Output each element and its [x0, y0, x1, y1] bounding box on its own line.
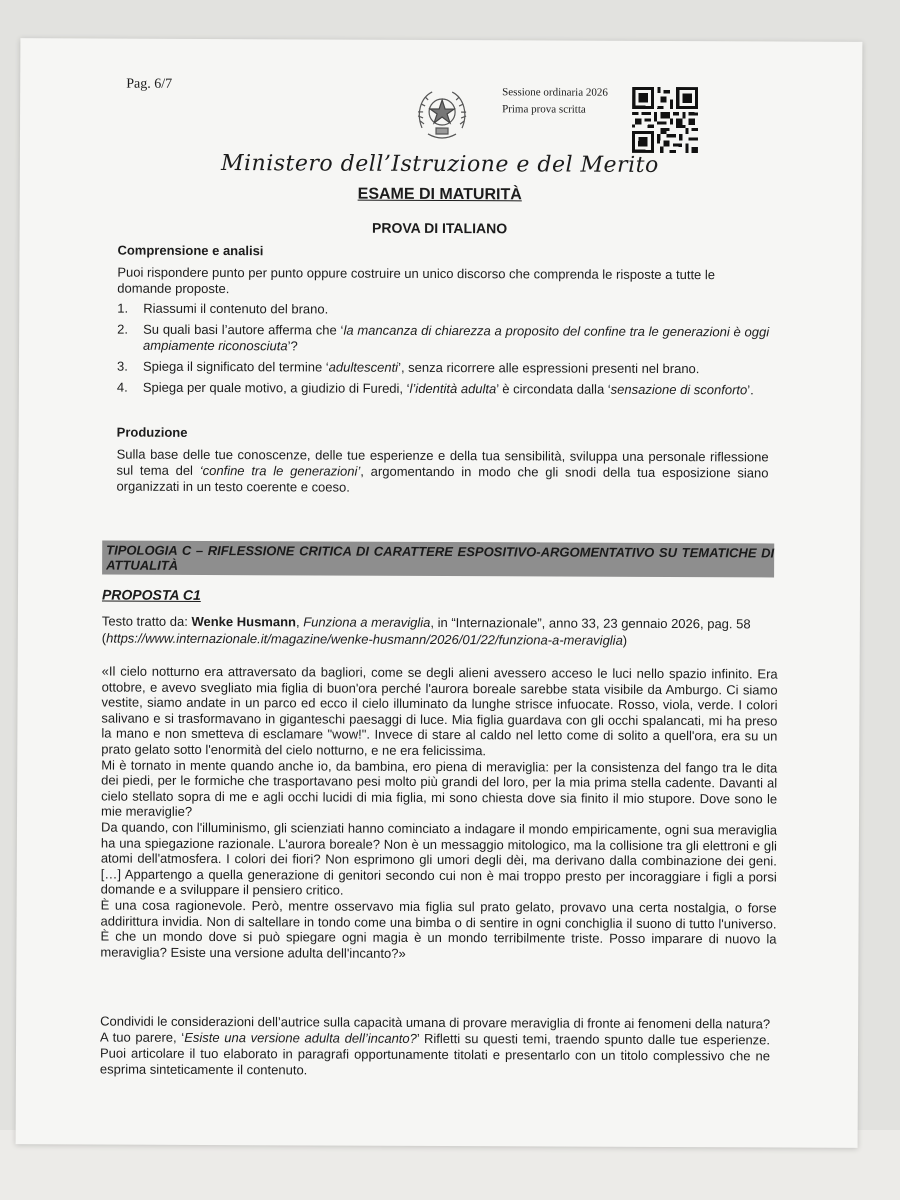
question-quote-2: sensazione di sconforto	[610, 381, 748, 398]
page-number: Pag. 6/7	[126, 76, 173, 92]
proposta-title: PROPOSTA C1	[101, 586, 201, 603]
production-quote: ‘confine tra le generazioni’	[199, 462, 361, 479]
question-text-end: ’?	[287, 338, 298, 354]
list-item	[117, 359, 769, 378]
comprehension-heading: Comprensione e analisi	[117, 242, 264, 259]
question-text: Spiega il significato del termine ‘	[142, 358, 329, 375]
quoted-passage	[100, 664, 777, 963]
source-end: )	[622, 632, 628, 648]
question-text: Riassumi il contenuto del brano.	[143, 300, 329, 317]
production-text-start: Sulla base delle tue conoscenze, delle tue esperienze e della tua sensibilità, sviluppa una personale riflessione sul tema del	[116, 446, 769, 478]
source-url: https://www.internazionale.it/magazine/wenke-husmann/2026/01/22/funziona-a-meraviglia	[106, 630, 623, 648]
question-number: 2.	[117, 321, 129, 337]
final-prompt-start: Condividi le considerazioni dell’autrice sulla capacità umana di provare meraviglia di fronte ai fenomeni della natura? A tuo parere, ‘	[100, 1013, 771, 1045]
production-text	[116, 447, 768, 498]
question-quote: la mancanza di chiarezza a proposito del confine tra le generazioni è oggi ampiamente riconosciuta	[143, 322, 770, 354]
question-number: 3.	[116, 358, 128, 374]
question-number: 1.	[117, 300, 129, 316]
quote-paragraph: «Il cielo notturno era attraversato da bagliori, come se degli alieni avessero acceso le luci nello spazio infinito. Era ottobre, e avevo svegliato mia figlia di buon'ora perché l'aurora boreale sarebbe stata visibile da Amburgo. Ci siamo vestite, siamo andate in un parco ed ecco il cielo illuminato da lunghe strisce infuocate. Rosso, viola, verde. I colori salivano e si trasformavano in giganteschi paesaggi di luce. Mia figlia guardava con gli occhi spalancati, mi ha preso la mano e non smetteva di esclamare "wow!". Invece di stare al caldo nel letto come di solito a quell'ora, era su un prato gelato sotto l'enormità del cielo notturno, e ne era felicissima.	[101, 663, 778, 759]
source-prefix: Testo tratto da:	[101, 613, 192, 629]
quote-paragraph: Da quando, con l'illuminismo, gli scienziati hanno cominciato a indagare il mondo empiricamente, ogni sua meraviglia ha una spiegazione razionale. L'aurora boreale? Non è un messaggio mitologico, ma la collisione tra gli elettroni e gli atomi dell'atmosfera. I colori dei fiori? Non esprimono gli umori degli dèi, ma derivano dalla combinazione dei geni. […] Appartengo a quella generazione di genitori secondo cui non è mai troppo presto per incoraggiare i figli a porsi domande e a sviluppare il pensiero critico.	[100, 819, 778, 898]
exam-test-line: Prima prova scritta	[502, 103, 586, 116]
question-list	[117, 301, 769, 404]
source-author: Wenke Husmann	[191, 613, 297, 630]
session-line: Sessione ordinaria 2026	[502, 86, 608, 99]
question-quote: adultescenti	[328, 359, 399, 375]
question-quote: l’identità adulta	[409, 380, 497, 397]
subject-title: PROVA DI ITALIANO	[372, 219, 508, 237]
production-heading: Produzione	[116, 424, 188, 440]
list-item	[117, 301, 769, 320]
republic-emblem-icon	[414, 84, 470, 144]
question-text-mid: ’ è circondata dalla ‘	[496, 381, 611, 397]
ministry-name: Ministero dell’Istruzione e del Merito	[220, 151, 659, 178]
production-text-end: , argomentando in modo che gli snodi della tua esposizione siano organizzati in un testo coerente e coeso.	[116, 463, 769, 495]
source-title: Funziona a meraviglia	[303, 614, 431, 630]
tipologia-banner: TIPOLOGIA C – RIFLESSIONE CRITICA DI CARATTERE ESPOSITIVO-ARGOMENTATIVO SU TEMATICHE DI ATTUALITÀ	[102, 541, 774, 578]
source-publication: , in “Internazionale”, anno 33, 23 gennaio 2026, pag. 58 (	[101, 614, 751, 646]
question-number: 4.	[116, 379, 128, 395]
question-text: Spiega per quale motivo, a giudizio di Furedi, ‘	[142, 379, 410, 396]
list-item	[117, 322, 769, 357]
quote-paragraph: È una cosa ragionevole. Però, mentre osservavo mia figlia sul prato gelato, provavo una certa nostalgia, o forse addirittura invidia. Non di saltellare in tondo come una bimba o di sentire in ogni conchiglia il suono di tutto l'universo. È che un mondo dove si può spiegare ogni magia è un mondo terribilmente triste. Posso imparare di nuovo la meraviglia? Esiste una versione adulta dell'incanto?»	[100, 897, 777, 961]
exam-sheet	[16, 38, 863, 1148]
final-prompt-end: ’ Rifletti su questi temi, traendo spunto dalle tue esperienze. Puoi articolare il tuo elaborato in paragrafi opportunamente titolati e presentarlo con un titolo complessivo che ne esprima sinteticamente il contenuto.	[99, 1030, 771, 1078]
exam-title: ESAME DI MATURITÀ	[357, 185, 522, 204]
question-text-end: ’, senza ricorrere alle espressioni presenti nel brano.	[398, 359, 700, 377]
comprehension-intro: Puoi rispondere punto per punto oppure costruire un unico discorso che comprenda le risposte a tutte le domande proposte.	[117, 264, 716, 297]
source-citation	[102, 613, 772, 650]
list-item	[117, 380, 769, 399]
question-text-end: ’.	[747, 382, 754, 398]
quote-paragraph: Mi è tornato in mente quando anche io, da bambina, ero piena di meraviglia: per la consistenza del fango tra le dita dei piedi, per le formiche che trasportavano pesi molto più grandi del loro, per la mia prima stella cadente. Davanti al cielo stellato sopra di me e agli occhi lucidi di mia figlia, mi sono chiesta dove sia finito il mio stupore. Dove sono le mie meraviglie?	[101, 757, 778, 820]
question-text: Su quali basi l’autore afferma che ‘	[143, 321, 344, 338]
session-info	[502, 84, 608, 118]
final-prompt	[100, 1014, 770, 1081]
final-prompt-quote: Esiste una versione adulta dell’incanto?	[184, 1029, 417, 1046]
source-separator: ,	[295, 614, 304, 630]
qr-code-icon	[632, 87, 698, 153]
